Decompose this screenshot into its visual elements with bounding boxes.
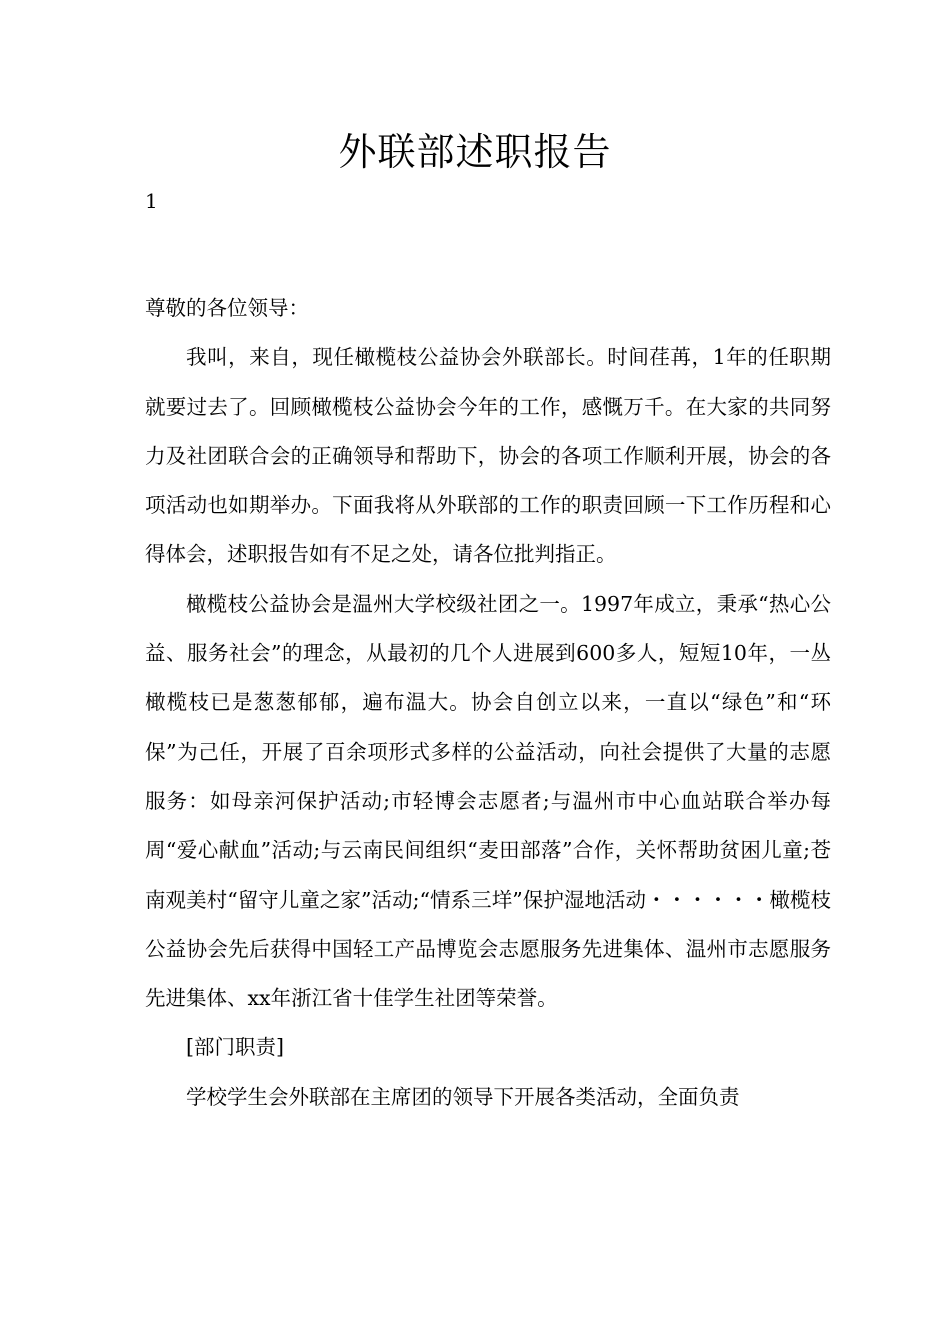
paragraph-intro: 我叫，来自，现任橄榄枝公益协会外联部长。时间荏苒，1年的任职期就要过去了。回顾橄榄枝公益协会今年的工作，感慨万千。在大家的共同努力及社团联合会的正确领导和帮助下，协会的各项工作顺利开展，协会的各项活动也如期举办。下面我将从外联部的工作的职责回顾一下工作历程和心得体会，述职报告如有不足之处，请各位批判指正。 xyxy=(145,345,831,567)
document-body xyxy=(145,284,831,1122)
document-title: 外联部述职报告 xyxy=(338,130,612,174)
page-number: 1 xyxy=(145,189,158,213)
paragraph-association: 橄榄枝公益协会是温州大学校级社团之一。1997年成立，秉承“热心公益、服务社会”的理念，从最初的几个人进展到600多人，短短10年，一丛橄榄枝已是葱葱郁郁，遍布温大。协会自创立以来，一直以“绿色”和“环保”为己任，开展了百余项形式多样的公益活动，向社会提供了大量的志愿服务：如母亲河保护活动;市轻博会志愿者;与温州市中心血站联合举办每周“爱心献血”活动;与云南民间组织“麦田部落”合作，关怀帮助贫困儿童;苍南观美村“留守儿童之家”活动;“情系三垟”保护湿地活动・・・・・・橄榄枝公益协会先后获得中国轻工产品博览会志愿服务先进集体、温州市志愿服务先进集体、xx年浙江省十佳学生社团等荣誉。 xyxy=(145,591,831,1011)
paragraph-duties: 学校学生会外联部在主席团的领导下开展各类活动，全面负责 xyxy=(186,1084,740,1109)
greeting-line: 尊敬的各位领导： xyxy=(145,296,309,320)
section-heading-duties: [部门职责] xyxy=(186,1035,284,1060)
